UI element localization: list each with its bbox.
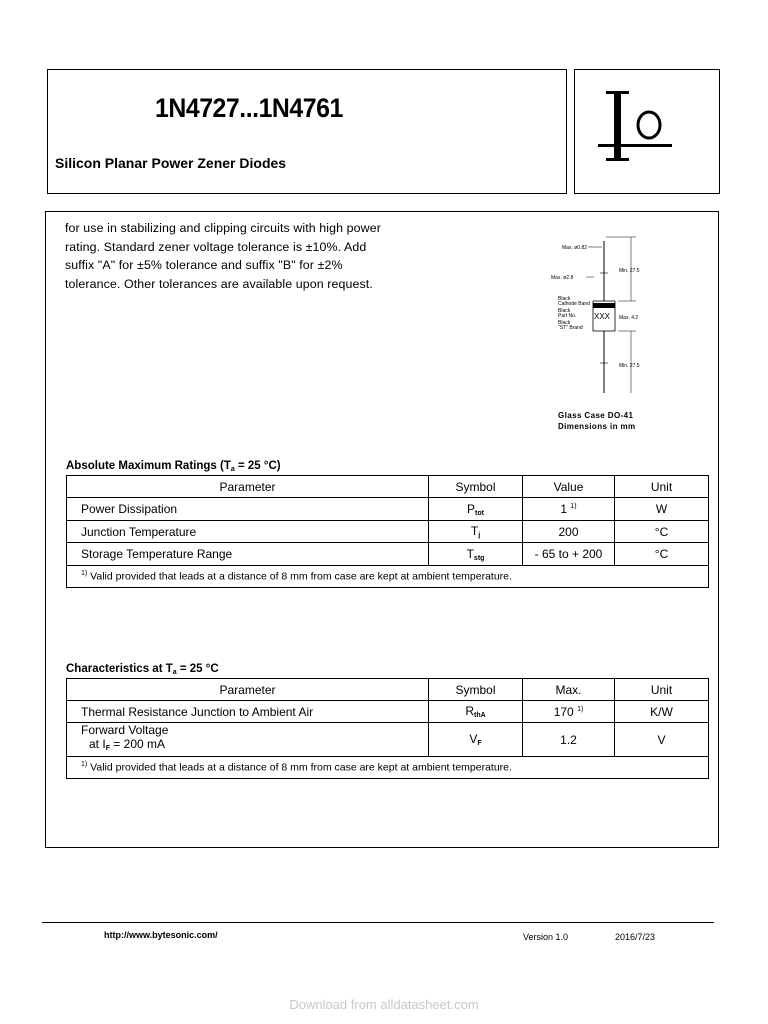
label-band2: Black [558, 308, 571, 314]
dim-top-lead-length: Min. 27.5 [619, 268, 640, 274]
col-max: Max. [523, 679, 615, 701]
footer-url[interactable]: http://www.bytesonic.com/ [104, 930, 218, 940]
label-band1b: Cathode Band [558, 301, 590, 307]
characteristics-footnote: $^{1)}$ Valid provided that leads at a distance of 8 mm from case are kept at ambient temperature. [67, 757, 709, 779]
row-symbol: $V_F$ [429, 723, 523, 757]
caption-line1: Glass Case DO-41 [558, 411, 634, 420]
abs-max-title: Absolute Maximum Ratings ($T_a = 25$ °C) [66, 460, 281, 473]
row-value: 1.2 [523, 723, 615, 757]
table-row [67, 521, 709, 543]
table-row [67, 701, 709, 723]
label-band1: Black [558, 296, 571, 302]
header-title-box [47, 69, 567, 194]
download-watermark: Download from alldatasheet.com [289, 997, 479, 1012]
col-symbol: Symbol [429, 476, 523, 498]
do41-package-drawing [548, 233, 648, 408]
row-value: - 65 to + 200 [523, 543, 615, 566]
row-value: 170 $^{1)}$ [523, 701, 615, 723]
abs-max-footnote: $^{1)}$ Valid provided that leads at a distance of 8 mm from case are kept at ambient temperature. [67, 566, 709, 588]
row-param: Junction Temperature [67, 521, 429, 543]
row-value: 200 [523, 521, 615, 543]
row-param: Thermal Resistance Junction to Ambient Air [67, 701, 429, 723]
row-unit: V [615, 723, 709, 757]
characteristics-title: Characteristics at $T_a = 25$ °C [66, 663, 219, 676]
label-band2b: Part No. [558, 313, 577, 319]
dim-bottom-lead-length: Min. 27.5 [619, 363, 640, 369]
label-band3: Black [558, 320, 571, 326]
table-row [67, 498, 709, 521]
row-param: Forward Voltage at $I_F = 200$ mA [67, 723, 429, 757]
footer-version: Version 1.0 [523, 932, 569, 942]
intro-text: for use in stabilizing and clipping circuits with high power rating. Standard zener voltage tolerance is ±10%. Add suffix "A" for ±5% tolerance and suffix "B" for ±2% tolerance. Other tolerances are available upon request. [65, 221, 381, 291]
caption-line2: Dimensions in mm [558, 422, 636, 431]
table-row [67, 723, 709, 757]
page-subtitle: Silicon Planar Power Zener Diodes [55, 155, 287, 171]
col-symbol: Symbol [429, 679, 523, 701]
dim-body-length: Max. 4.2 [619, 315, 639, 321]
row-param: Power Dissipation [67, 498, 429, 521]
label-band3b: "ST" Brand [558, 325, 583, 331]
row-unit: W [615, 498, 709, 521]
col-parameter: Parameter [67, 679, 429, 701]
col-unit: Unit [615, 476, 709, 498]
table-header-row [67, 679, 709, 701]
row-unit: °C [615, 543, 709, 566]
row-param: Storage Temperature Range [67, 543, 429, 566]
col-parameter: Parameter [67, 476, 429, 498]
row-unit: °C [615, 521, 709, 543]
row-symbol: $T_{stg}$ [429, 543, 523, 566]
abs-max-table [66, 475, 709, 588]
col-value: Value [523, 476, 615, 498]
row-symbol: $T_j$ [429, 521, 523, 543]
company-logo [596, 88, 676, 164]
label-marking: XXX [594, 312, 611, 321]
row-symbol: $R_{thA}$ [429, 701, 523, 723]
table-footnote-row [67, 757, 709, 779]
footer-divider [42, 922, 714, 923]
characteristics-table [66, 678, 709, 779]
row-value: 1 $^{1)}$ [523, 498, 615, 521]
dim-body-diameter: Max. ø2.8 [551, 275, 574, 281]
col-unit: Unit [615, 679, 709, 701]
table-header-row [67, 476, 709, 498]
row-symbol: $P_{tot}$ [429, 498, 523, 521]
table-footnote-row [67, 566, 709, 588]
row-unit: K/W [615, 701, 709, 723]
page-title: 1N4727...1N4761 [155, 93, 343, 123]
footer-date: 2016/7/23 [615, 932, 656, 942]
drawing-caption [558, 410, 636, 432]
dim-lead-diameter: Max. ø0.82 [562, 245, 588, 251]
table-row [67, 543, 709, 566]
